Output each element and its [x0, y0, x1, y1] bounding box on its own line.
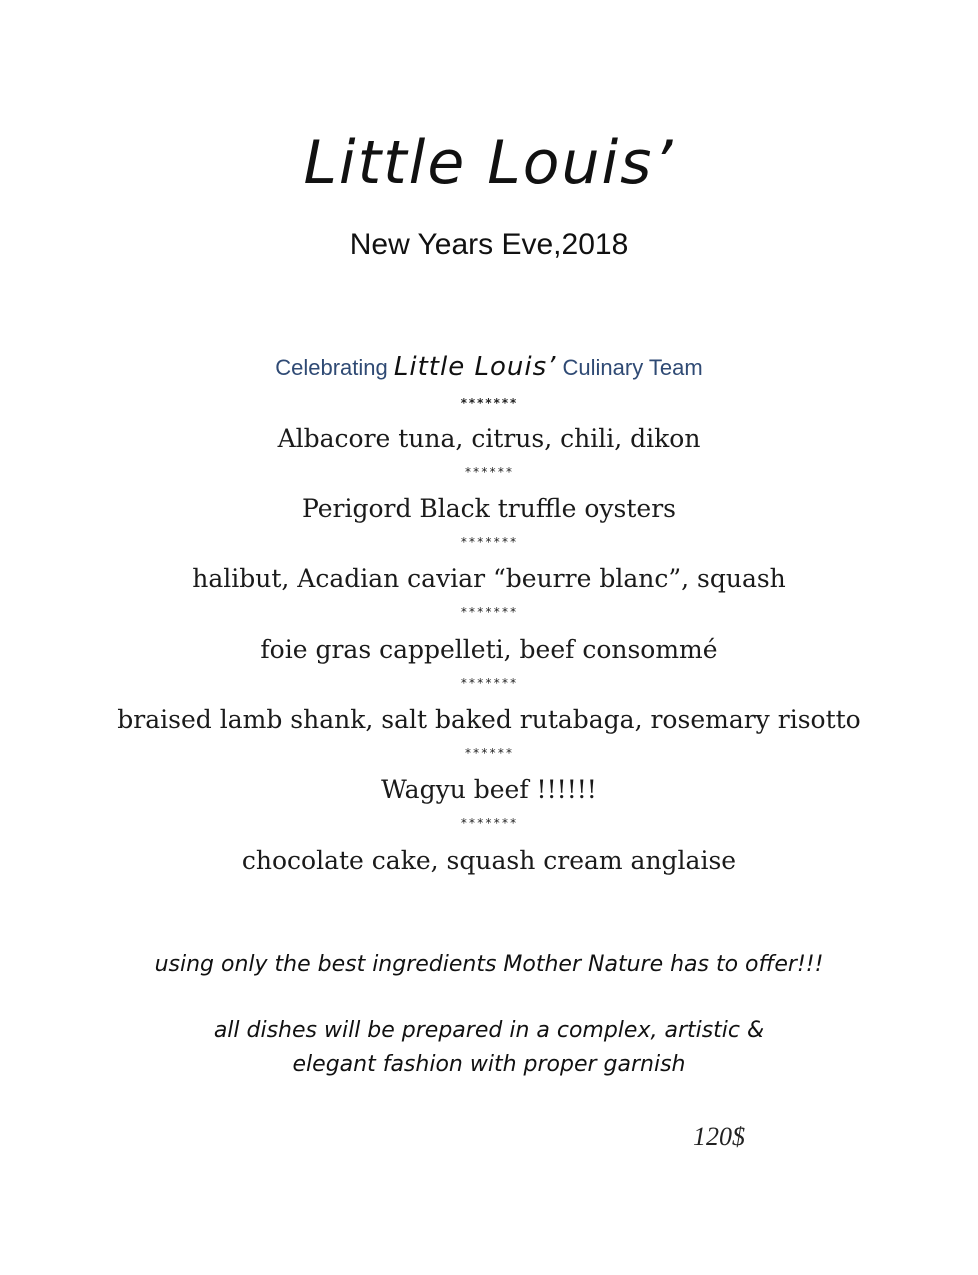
menu-item-2: Perigord Black truffle oysters	[302, 494, 676, 523]
celebration-brand: Little Louis’	[393, 352, 557, 382]
menu-item-4: foie gras cappelleti, beef consommé	[260, 635, 718, 664]
note-line-1: using only the best ingredients Mother Nature has to offer!!!	[154, 952, 824, 977]
menu-item-6: Wagyu beef !!!!!!	[381, 775, 597, 804]
intro-separator: *******	[460, 396, 518, 410]
menu-item-7: chocolate cake, squash cream anglaise	[241, 846, 737, 875]
menu-separator-1: ******	[464, 465, 514, 479]
restaurant-title: Little Louis’	[303, 128, 675, 198]
menu-price: 120$	[693, 1122, 745, 1151]
note-line-3: elegant fashion with proper garnish	[292, 1052, 686, 1077]
celebration-line	[0, 352, 978, 382]
event-subtitle: New Years Eve,2018	[349, 228, 629, 261]
note-line-2: all dishes will be prepared in a complex, artistic &	[213, 1018, 765, 1043]
menu-item-5: braised lamb shank, salt baked rutabaga, rosemary risotto	[117, 705, 861, 734]
menu-item-1: Albacore tuna, citrus, chili, dikon	[277, 424, 701, 453]
menu-separator-3: *******	[460, 605, 518, 619]
menu-separator-6: *******	[460, 816, 518, 830]
menu-separator-5: ******	[464, 746, 514, 760]
menu-separator-2: *******	[460, 535, 518, 549]
menu-item-3: halibut, Acadian caviar “beurre blanc”, squash	[192, 564, 786, 593]
menu-separator-4: *******	[460, 676, 518, 690]
celebration-prefix: Celebrating	[275, 355, 388, 380]
celebration-suffix: Culinary Team	[562, 355, 703, 380]
